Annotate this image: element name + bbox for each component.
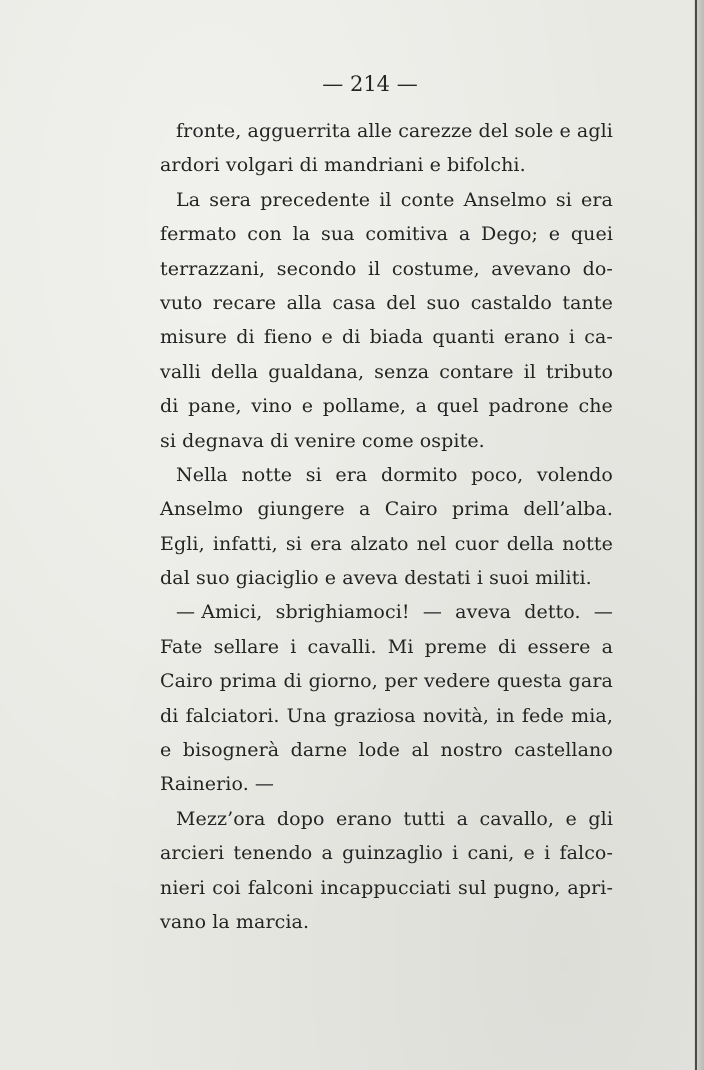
word: e: [324, 567, 337, 590]
text-line: [160, 355, 613, 389]
word: si: [555, 188, 572, 211]
word: valli: [160, 360, 201, 383]
word: vuto: [160, 291, 203, 314]
word: notte: [241, 463, 293, 486]
word: i: [568, 326, 576, 349]
word: aveva: [455, 601, 512, 624]
word: tributo: [546, 360, 613, 383]
word: quei: [570, 223, 613, 246]
word: —: [593, 601, 613, 624]
word: preme: [424, 635, 487, 658]
word: il: [367, 257, 381, 280]
word: ospite.: [419, 429, 485, 452]
word: gli: [588, 807, 613, 830]
word: e: [523, 842, 535, 865]
word: detto.: [524, 601, 581, 624]
word: i: [452, 842, 459, 865]
word: del: [386, 291, 417, 314]
word: e: [559, 120, 571, 142]
word: a: [458, 223, 471, 246]
word: militi.: [535, 567, 592, 590]
word: sua: [320, 223, 355, 246]
word: del: [478, 120, 509, 142]
word: poco,: [471, 463, 524, 486]
word: La: [176, 188, 201, 211]
word: contare: [439, 360, 514, 383]
word: carezze: [398, 120, 473, 142]
word: a: [359, 498, 371, 521]
word: era: [310, 532, 343, 555]
word: Rainerio.: [160, 773, 249, 796]
word: Egli,: [160, 532, 205, 555]
word: e: [429, 154, 441, 177]
word: darne: [290, 739, 348, 762]
word: fermato: [160, 223, 237, 246]
word: cavallo,: [479, 807, 555, 830]
word: sbrighiamoci!: [275, 601, 410, 624]
word: Mezz’ora: [176, 807, 266, 830]
text-line: [160, 561, 613, 595]
text-line: [160, 664, 613, 698]
word: e: [160, 739, 172, 762]
word: cuor: [454, 532, 499, 555]
word: vano: [160, 910, 207, 933]
word: arcieri: [160, 842, 225, 865]
word: lode: [358, 739, 400, 762]
text-line: [160, 699, 613, 733]
word: tenendo: [233, 842, 313, 865]
binding-line: [695, 0, 697, 1070]
word: destati: [404, 567, 471, 590]
word: i: [290, 635, 297, 658]
word: i: [544, 842, 551, 865]
word: quanti: [432, 326, 495, 349]
word: guinzaglio: [342, 842, 443, 865]
word: dal: [160, 567, 190, 590]
word: giorno,: [308, 670, 378, 693]
word: —: [254, 773, 275, 796]
word: sellare: [213, 635, 280, 658]
word: di: [160, 395, 179, 418]
word: Fate: [160, 635, 203, 658]
word: in: [496, 704, 515, 727]
word: al: [411, 739, 430, 762]
word: marcia.: [235, 910, 310, 933]
word: agli: [576, 120, 613, 142]
text-line: [160, 114, 613, 148]
word: casa: [332, 291, 376, 314]
word: gualdana,: [268, 360, 365, 383]
word: cavalli.: [307, 635, 377, 658]
text-line: [160, 802, 613, 836]
word: prima: [451, 498, 510, 521]
word: do-: [582, 257, 613, 280]
word: sul: [458, 876, 487, 899]
word: sera: [209, 188, 252, 211]
word: era: [335, 463, 368, 486]
word: nostro: [440, 739, 503, 762]
text-line: [160, 492, 613, 526]
word: e: [301, 395, 314, 418]
word: venire: [294, 429, 356, 452]
word: suo: [195, 567, 230, 590]
word: i: [476, 567, 483, 590]
word: fronte,: [176, 120, 242, 142]
word: si: [285, 532, 302, 555]
word: mandriani: [324, 154, 424, 177]
word: misure: [160, 326, 228, 349]
word: agguerrita: [247, 120, 351, 142]
word: costume,: [391, 257, 480, 280]
word: era: [581, 188, 613, 211]
word: il: [523, 360, 536, 383]
word: pugno,: [493, 876, 561, 899]
word: mia,: [571, 704, 613, 727]
word: a: [415, 395, 428, 418]
word: dell’alba.: [523, 498, 613, 521]
word: infatti,: [212, 532, 278, 555]
text-line: [160, 252, 613, 286]
word: falconi: [247, 876, 314, 899]
word: apri-: [567, 876, 613, 899]
text-line: [160, 905, 613, 939]
word: prima: [219, 670, 277, 693]
word: erano: [503, 326, 560, 349]
word: con: [247, 223, 282, 246]
word: falco-: [559, 842, 613, 865]
word: giaciglio: [235, 567, 319, 590]
word: bifolchi.: [447, 154, 526, 177]
word: il: [379, 188, 392, 211]
word: — Amici,: [176, 601, 263, 624]
word: fede: [521, 704, 564, 727]
text-line: [160, 217, 613, 251]
word: giungere: [257, 498, 345, 521]
word: questa: [497, 670, 562, 693]
word: Nella: [176, 463, 228, 486]
word: Cairo: [384, 498, 438, 521]
word: essere: [527, 635, 591, 658]
word: Anselmo: [160, 498, 244, 521]
word: tante: [562, 291, 613, 314]
word: alla: [286, 291, 322, 314]
word: fieno: [263, 326, 313, 349]
word: come: [361, 429, 414, 452]
word: falciatori.: [185, 704, 280, 727]
word: dormito: [380, 463, 458, 486]
text-line: [160, 836, 613, 870]
text-line: [160, 148, 613, 182]
word: precedente: [260, 188, 371, 211]
word: Anselmo: [463, 188, 547, 211]
word: quel: [436, 395, 479, 418]
word: recare: [212, 291, 277, 314]
word: di: [299, 154, 318, 177]
word: Mi: [387, 635, 414, 658]
text-line: [160, 458, 613, 492]
word: di: [283, 670, 302, 693]
word: bisognerà: [182, 739, 280, 762]
word: alzato: [350, 532, 409, 555]
word: a: [456, 807, 469, 830]
word: cani,: [467, 842, 515, 865]
word: vino: [251, 395, 293, 418]
word: degnava: [182, 429, 265, 452]
text-line: [160, 286, 613, 320]
word: volendo: [536, 463, 613, 486]
word: nel: [416, 532, 447, 555]
word: castellano: [514, 739, 613, 762]
word: padrone: [488, 395, 569, 418]
word: Cairo: [160, 670, 213, 693]
word: volgari: [225, 154, 294, 177]
word: di: [236, 326, 255, 349]
text-line: [160, 767, 613, 801]
word: della: [210, 360, 259, 383]
word: a: [601, 635, 613, 658]
word: terrazzani,: [160, 257, 266, 280]
word: erano: [336, 807, 392, 830]
text-line: [160, 733, 613, 767]
word: della: [506, 532, 555, 555]
word: castaldo: [470, 291, 552, 314]
word: e: [548, 223, 561, 246]
word: tutti: [403, 807, 446, 830]
word: suoi: [489, 567, 529, 590]
word: di: [497, 635, 517, 658]
word: biada: [369, 326, 424, 349]
word: pane,: [188, 395, 242, 418]
word: aveva: [342, 567, 399, 590]
word: per: [384, 670, 418, 693]
text-line: [160, 320, 613, 354]
word: Dego;: [481, 223, 539, 246]
word: che: [578, 395, 613, 418]
word: la: [292, 223, 311, 246]
text-line: [160, 630, 613, 664]
word: ardori: [160, 154, 220, 177]
word: a: [321, 842, 333, 865]
word: comitiva: [365, 223, 449, 246]
word: —: [422, 601, 442, 624]
word: avevano: [491, 257, 572, 280]
text-line: [160, 424, 613, 458]
text-line: [160, 389, 613, 423]
word: di: [160, 704, 179, 727]
text-line: [160, 871, 613, 905]
word: pollame,: [322, 395, 406, 418]
word: secondo: [276, 257, 357, 280]
word: nieri: [160, 876, 206, 899]
word: gara: [568, 670, 613, 693]
word: coi: [212, 876, 241, 899]
word: e: [321, 326, 333, 349]
word: conte: [400, 188, 455, 211]
word: di: [342, 326, 361, 349]
word: Una: [286, 704, 327, 727]
body-text: [160, 114, 613, 939]
word: graziosa: [333, 704, 416, 727]
word: sole: [514, 120, 554, 142]
word: dopo: [276, 807, 325, 830]
word: notte: [562, 532, 613, 555]
word: suo: [426, 291, 461, 314]
word: si: [305, 463, 322, 486]
word: ca-: [584, 326, 613, 349]
word: si: [160, 429, 177, 452]
word: incappucciati: [320, 876, 451, 899]
word: la: [212, 910, 230, 933]
word: e: [565, 807, 577, 830]
text-line: [160, 527, 613, 561]
text-line: [160, 595, 613, 629]
word: vedere: [424, 670, 491, 693]
page-number: — 214 —: [322, 72, 418, 96]
text-line: [160, 183, 613, 217]
word: novità,: [422, 704, 490, 727]
word: senza: [374, 360, 430, 383]
word: di: [270, 429, 289, 452]
word: alle: [356, 120, 393, 142]
